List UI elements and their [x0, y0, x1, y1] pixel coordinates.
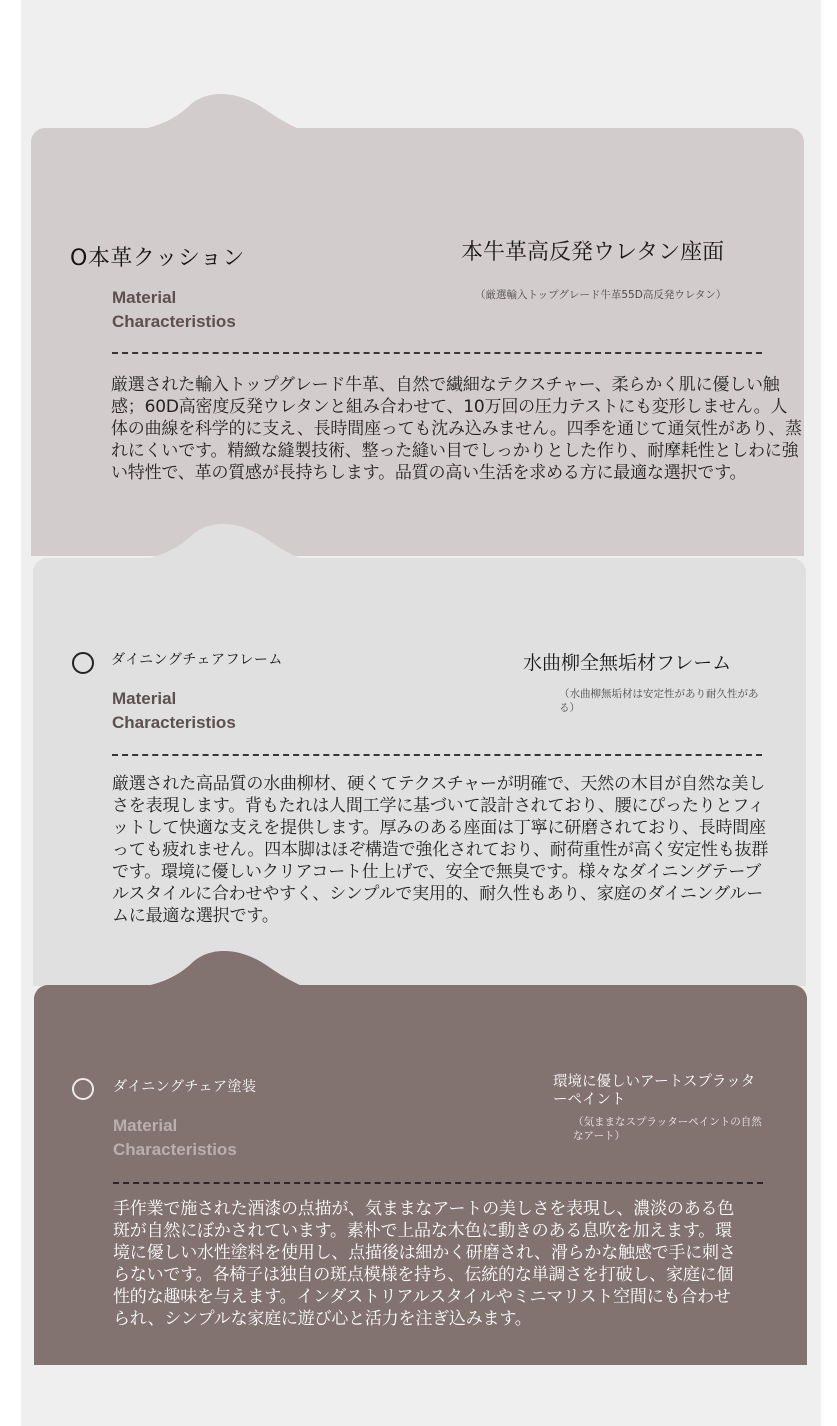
- divider: [113, 1182, 763, 1184]
- feature-subtitle: （水曲柳無垢材は安定性があり耐久性がある）: [559, 688, 759, 714]
- divider: [112, 352, 762, 354]
- description: 手作業で施された酒漆の点描が、気ままなアートの美しさを表現し、濃淡のある色斑が自然にぼかされています。素朴で上品な木色に動きのある息吹を加えます。環境に優しい水性塗料を使用し、点描後は細かく研磨され、滑らかな触感で手に刺さらないです。各椅子は独自の斑点模様を持ち、伝統的な単調さを打破し、家庭に個性的な趣味を与えます。インダストリアルスタイルやミニマリスト空間にも合わせられ、シンプルな家庭に遊び心と活力を注ぎ込みます。: [113, 1199, 736, 1329]
- circle-icon: [72, 1078, 94, 1100]
- feature-title: 本牛革高反発ウレタン座面: [461, 240, 725, 265]
- section-title: O本革クッション: [70, 246, 245, 271]
- feature-subtitle: （厳選輸入トップグレード牛革55D高反発ウレタン）: [475, 289, 727, 301]
- feature-title: 水曲柳全無垢材フレーム: [523, 652, 732, 674]
- section-card-frame: [33, 558, 806, 986]
- section-title: ダイニングチェア塗装: [113, 1079, 257, 1095]
- feature-subtitle: （気ままなスプラッターペイントの自然なアート）: [573, 1116, 762, 1142]
- section-card-paint: [34, 985, 807, 1365]
- material-label: Material Characteristios: [112, 288, 236, 331]
- description: 厳選された高品質の水曲柳材、硬くてテクスチャーが明確で、天然の木目が自然な美しさを表現します。背もたれは人間工学に基づいて設計されており、腰にぴったりとフィットして快適な支えを提供します。厚みのある座面は丁寧に研磨されており、長時間座っても疲れません。四本脚はほぞ構造で強化されており、耐荷重性が高く安定性も抜群です。環境に優しいクリアコート仕上げで、安全で無臭です。様々なダイニングテーブルスタイルに合わせやすく、シンプルで実用的、耐久性もあり、家庭のダイニングルームに最適な選択です。: [112, 774, 769, 926]
- card-background: [31, 128, 804, 556]
- material-label: Material Characteristios: [112, 689, 236, 732]
- feature-title: 環境に優しいアートスプラッターペイント: [553, 1074, 756, 1108]
- section-title: ダイニングチェアフレーム: [111, 652, 283, 668]
- divider: [112, 754, 762, 756]
- circle-icon: [72, 652, 94, 674]
- description: 厳選された輸入トップグレード牛革、自然で繊細なテクスチャー、柔らかく肌に優しい触感；60D高密度反発ウレタンと組み合わせて、10万回の圧力テストにも変形しません。人体の曲線を科学的に支え、長時間座っても沈み込みません。四季を通じて通気性があり、蒸れにくいです。精緻な縫製技術、整った縫い目でしっかりとした作り、耐摩耗性としわに強い特性で、革の質感が長持ちします。品質の高い生活を求める方に最適な選択です。: [111, 375, 802, 483]
- material-label: Material Characteristios: [113, 1116, 237, 1159]
- section-card-cushion: [31, 128, 804, 556]
